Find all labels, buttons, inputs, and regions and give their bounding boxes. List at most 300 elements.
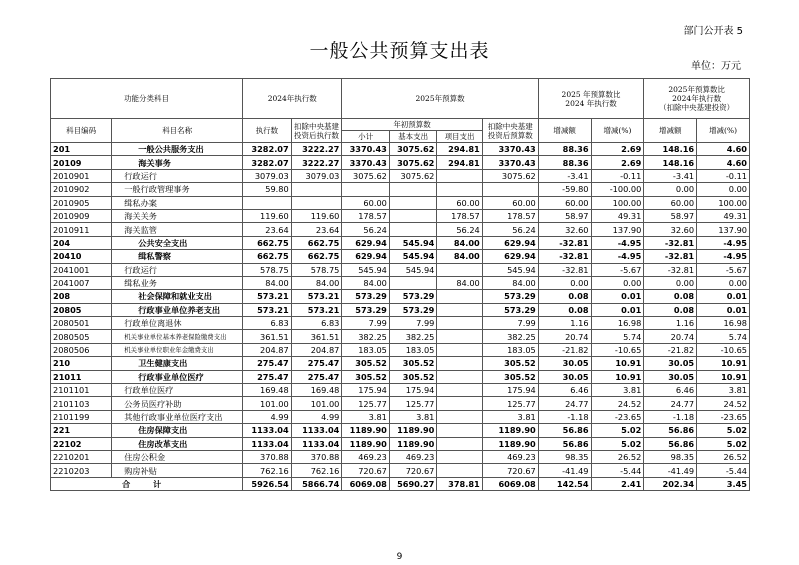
cell-project xyxy=(437,397,482,410)
cell-inc2: 56.86 xyxy=(644,424,697,437)
cell-pct: -4.95 xyxy=(591,236,644,249)
cell-pct: 100.00 xyxy=(591,196,644,209)
cell-pct: -0.11 xyxy=(591,169,644,182)
cell-inc: 88.36 xyxy=(538,156,591,169)
cell-inc: -32.81 xyxy=(538,250,591,263)
row-name: 公共安全支出 xyxy=(112,236,243,249)
cell-excl-exec: 275.47 xyxy=(291,357,342,370)
cell-subtotal: 305.52 xyxy=(342,370,390,383)
cell-basic: 545.94 xyxy=(389,263,437,276)
cell-project xyxy=(437,464,482,477)
table-row xyxy=(51,384,750,397)
cell-inc2: 0.08 xyxy=(644,303,697,316)
row-code: 2210201 xyxy=(51,450,112,463)
cell-basic: 545.94 xyxy=(389,250,437,263)
cell-basic xyxy=(389,209,437,222)
cell-project xyxy=(437,317,482,330)
cell-subtotal: 60.00 xyxy=(342,196,390,209)
cell-pct2: -4.95 xyxy=(697,250,750,263)
cell-exec xyxy=(243,196,292,209)
row-code: 2101199 xyxy=(51,410,112,423)
cell-pct2: 5.02 xyxy=(697,424,750,437)
cell-pct2: -0.11 xyxy=(697,169,750,182)
row-code: 2010902 xyxy=(51,183,112,196)
row-name: 行政单位医疗 xyxy=(112,384,243,397)
cell-exec: 4.99 xyxy=(243,410,292,423)
header-inc-pct-2: 增减(%) xyxy=(697,119,750,143)
cell-excl-exec: 762.16 xyxy=(291,464,342,477)
table-row xyxy=(51,370,750,383)
row-name: 海关监管 xyxy=(112,223,243,236)
cell-excl-budget: 382.25 xyxy=(482,330,538,343)
row-name: 一般行政管理事务 xyxy=(112,183,243,196)
cell-excl-budget: 469.23 xyxy=(482,450,538,463)
cell-basic xyxy=(389,196,437,209)
cell-subtotal: 178.57 xyxy=(342,209,390,222)
cell-basic: 382.25 xyxy=(389,330,437,343)
cell-excl-budget: 1189.90 xyxy=(482,424,538,437)
cell-subtotal: 125.77 xyxy=(342,397,390,410)
cell-inc: 1.16 xyxy=(538,317,591,330)
cell-exec: 6.83 xyxy=(243,317,292,330)
cell-inc: 98.35 xyxy=(538,450,591,463)
cell-project xyxy=(437,290,482,303)
table-row xyxy=(51,250,750,263)
row-name: 购房补贴 xyxy=(112,464,243,477)
total-pct2: 3.45 xyxy=(697,477,750,490)
row-code: 2101103 xyxy=(51,397,112,410)
cell-project xyxy=(437,370,482,383)
header-name: 科目名称 xyxy=(112,119,243,143)
cell-subtotal: 3.81 xyxy=(342,410,390,423)
cell-project: 84.00 xyxy=(437,236,482,249)
cell-excl-budget: 60.00 xyxy=(482,196,538,209)
cell-excl-budget: 175.94 xyxy=(482,384,538,397)
table-row xyxy=(51,410,750,423)
row-name: 卫生健康支出 xyxy=(112,357,243,370)
cell-project xyxy=(437,263,482,276)
cell-subtotal: 1189.90 xyxy=(342,437,390,450)
cell-exec: 275.47 xyxy=(243,370,292,383)
cell-excl-exec: 3222.27 xyxy=(291,156,342,169)
cell-pct2: 24.52 xyxy=(697,397,750,410)
row-name: 行政单位离退休 xyxy=(112,317,243,330)
row-code: 204 xyxy=(51,236,112,249)
cell-pct2: 26.52 xyxy=(697,450,750,463)
row-code: 201 xyxy=(51,143,112,156)
cell-pct: -10.65 xyxy=(591,343,644,356)
cell-project: 84.00 xyxy=(437,250,482,263)
row-name: 缉私办案 xyxy=(112,196,243,209)
cell-basic xyxy=(389,223,437,236)
cell-pct2: 3.81 xyxy=(697,384,750,397)
table-row xyxy=(51,397,750,410)
cell-pct2: 0.01 xyxy=(697,303,750,316)
cell-inc2: 0.00 xyxy=(644,183,697,196)
header-compare-excl: 2025年预算数比 2024年执行数 （扣除中央基建投资） xyxy=(644,79,750,119)
row-name: 住房保障支出 xyxy=(112,424,243,437)
cell-exec: 1133.04 xyxy=(243,424,292,437)
cell-subtotal: 3370.43 xyxy=(342,143,390,156)
cell-subtotal: 469.23 xyxy=(342,450,390,463)
header-excl-budget: 扣除中央基建投资后预算数 xyxy=(482,119,538,143)
cell-inc: 32.60 xyxy=(538,223,591,236)
cell-subtotal: 84.00 xyxy=(342,276,390,289)
row-name: 行政事业单位养老支出 xyxy=(112,303,243,316)
cell-basic: 305.52 xyxy=(389,357,437,370)
table-row xyxy=(51,209,750,222)
cell-project: 294.81 xyxy=(437,143,482,156)
total-exec: 5926.54 xyxy=(243,477,292,490)
cell-inc2: 56.86 xyxy=(644,437,697,450)
cell-excl-exec xyxy=(291,196,342,209)
cell-inc2: -32.81 xyxy=(644,236,697,249)
cell-pct2: -10.65 xyxy=(697,343,750,356)
cell-project xyxy=(437,424,482,437)
cell-subtotal: 573.29 xyxy=(342,290,390,303)
cell-excl-exec: 6.83 xyxy=(291,317,342,330)
cell-basic: 573.29 xyxy=(389,303,437,316)
cell-pct: 0.00 xyxy=(591,276,644,289)
total-subtotal: 6069.08 xyxy=(342,477,390,490)
cell-subtotal: 629.94 xyxy=(342,236,390,249)
table-row xyxy=(51,223,750,236)
cell-basic: 545.94 xyxy=(389,236,437,249)
cell-subtotal: 545.94 xyxy=(342,263,390,276)
row-code: 2010911 xyxy=(51,223,112,236)
row-code: 2010905 xyxy=(51,196,112,209)
cell-inc: -59.80 xyxy=(538,183,591,196)
row-name: 行政运行 xyxy=(112,169,243,182)
cell-inc: 60.00 xyxy=(538,196,591,209)
cell-excl-exec: 573.21 xyxy=(291,303,342,316)
cell-subtotal: 175.94 xyxy=(342,384,390,397)
cell-subtotal: 382.25 xyxy=(342,330,390,343)
cell-project: 56.24 xyxy=(437,223,482,236)
cell-exec: 573.21 xyxy=(243,290,292,303)
cell-inc2: 30.05 xyxy=(644,357,697,370)
cell-project xyxy=(437,384,482,397)
row-name: 一般公共服务支出 xyxy=(112,143,243,156)
cell-basic: 125.77 xyxy=(389,397,437,410)
cell-project: 178.57 xyxy=(437,209,482,222)
row-code: 2041007 xyxy=(51,276,112,289)
cell-inc2: 60.00 xyxy=(644,196,697,209)
total-project: 378.81 xyxy=(437,477,482,490)
cell-pct2: 10.91 xyxy=(697,370,750,383)
cell-excl-budget: 7.99 xyxy=(482,317,538,330)
header-code: 科目编码 xyxy=(51,119,112,143)
cell-project xyxy=(437,450,482,463)
cell-pct2: 4.60 xyxy=(697,156,750,169)
cell-inc2: 148.16 xyxy=(644,143,697,156)
row-name: 社会保障和就业支出 xyxy=(112,290,243,303)
cell-exec: 59.80 xyxy=(243,183,292,196)
row-code: 2080505 xyxy=(51,330,112,343)
table-row xyxy=(51,169,750,182)
row-code: 2080501 xyxy=(51,317,112,330)
row-name: 机关事业单位职业年金缴费支出 xyxy=(112,343,243,356)
cell-subtotal: 305.52 xyxy=(342,357,390,370)
cell-inc2: 30.05 xyxy=(644,370,697,383)
cell-inc: 58.97 xyxy=(538,209,591,222)
header-project: 项目支出 xyxy=(437,131,482,143)
total-basic: 5690.27 xyxy=(389,477,437,490)
cell-excl-budget: 125.77 xyxy=(482,397,538,410)
cell-exec: 370.88 xyxy=(243,450,292,463)
cell-excl-budget: 720.67 xyxy=(482,464,538,477)
cell-excl-exec: 275.47 xyxy=(291,370,342,383)
cell-subtotal: 720.67 xyxy=(342,464,390,477)
table-row xyxy=(51,303,750,316)
cell-project xyxy=(437,410,482,423)
cell-subtotal: 629.94 xyxy=(342,250,390,263)
cell-excl-budget: 629.94 xyxy=(482,236,538,249)
cell-excl-exec: 3079.03 xyxy=(291,169,342,182)
header-exec-2024: 2024年执行数 xyxy=(243,79,342,119)
cell-subtotal: 573.29 xyxy=(342,303,390,316)
cell-basic xyxy=(389,183,437,196)
cell-inc2: -32.81 xyxy=(644,263,697,276)
total-pct: 2.41 xyxy=(591,477,644,490)
cell-exec: 762.16 xyxy=(243,464,292,477)
cell-subtotal: 3075.62 xyxy=(342,169,390,182)
cell-pct: 2.69 xyxy=(591,143,644,156)
total-excl-budget: 6069.08 xyxy=(482,477,538,490)
cell-exec: 101.00 xyxy=(243,397,292,410)
cell-excl-exec: 23.64 xyxy=(291,223,342,236)
cell-excl-budget: 305.52 xyxy=(482,357,538,370)
cell-excl-exec: 1133.04 xyxy=(291,424,342,437)
row-name: 海关关务 xyxy=(112,209,243,222)
header-excl-exec: 扣除中央基建投资后执行数 xyxy=(291,119,342,143)
header-initial-budget: 年初预算数 xyxy=(342,119,482,131)
cell-pct: -100.00 xyxy=(591,183,644,196)
cell-pct: 10.91 xyxy=(591,370,644,383)
total-label: 合 计 xyxy=(51,477,243,490)
table-row xyxy=(51,343,750,356)
table-row xyxy=(51,236,750,249)
cell-inc: -1.18 xyxy=(538,410,591,423)
cell-basic: 175.94 xyxy=(389,384,437,397)
cell-project xyxy=(437,330,482,343)
row-code: 21011 xyxy=(51,370,112,383)
row-name: 住房公积金 xyxy=(112,450,243,463)
row-name: 缉私业务 xyxy=(112,276,243,289)
cell-inc2: -32.81 xyxy=(644,250,697,263)
cell-pct: -5.44 xyxy=(591,464,644,477)
row-name: 海关事务 xyxy=(112,156,243,169)
header-inc-pct: 增减(%) xyxy=(591,119,644,143)
table-row xyxy=(51,143,750,156)
cell-pct2: -23.65 xyxy=(697,410,750,423)
cell-subtotal: 7.99 xyxy=(342,317,390,330)
cell-basic: 720.67 xyxy=(389,464,437,477)
table-row xyxy=(51,424,750,437)
cell-inc: -21.82 xyxy=(538,343,591,356)
cell-basic: 183.05 xyxy=(389,343,437,356)
cell-excl-exec: 84.00 xyxy=(291,276,342,289)
cell-inc2: 148.16 xyxy=(644,156,697,169)
cell-inc: -32.81 xyxy=(538,236,591,249)
cell-pct2: 4.60 xyxy=(697,143,750,156)
cell-inc2: 58.97 xyxy=(644,209,697,222)
cell-excl-exec: 578.75 xyxy=(291,263,342,276)
cell-excl-exec: 361.51 xyxy=(291,330,342,343)
table-row xyxy=(51,196,750,209)
cell-exec: 169.48 xyxy=(243,384,292,397)
cell-excl-budget: 178.57 xyxy=(482,209,538,222)
cell-basic xyxy=(389,276,437,289)
row-code: 22102 xyxy=(51,437,112,450)
cell-excl-budget: 305.52 xyxy=(482,370,538,383)
cell-excl-budget: 3370.43 xyxy=(482,143,538,156)
cell-basic: 1189.90 xyxy=(389,437,437,450)
table-row xyxy=(51,330,750,343)
budget-table xyxy=(50,78,750,491)
cell-exec: 3282.07 xyxy=(243,156,292,169)
cell-exec: 1133.04 xyxy=(243,437,292,450)
table-row xyxy=(51,357,750,370)
total-excl-exec: 5866.74 xyxy=(291,477,342,490)
cell-subtotal: 56.24 xyxy=(342,223,390,236)
header-compare: 2025 年预算数比 2024 年执行数 xyxy=(538,79,644,119)
cell-project xyxy=(437,343,482,356)
cell-excl-exec: 1133.04 xyxy=(291,437,342,450)
cell-excl-budget: 56.24 xyxy=(482,223,538,236)
row-name: 机关事业单位基本养老保险缴费支出 xyxy=(112,330,243,343)
cell-pct2: 0.00 xyxy=(697,183,750,196)
cell-exec: 3079.03 xyxy=(243,169,292,182)
cell-pct: 0.01 xyxy=(591,303,644,316)
total-row xyxy=(51,477,750,490)
cell-pct2: 100.00 xyxy=(697,196,750,209)
cell-inc: 24.77 xyxy=(538,397,591,410)
row-code: 2080506 xyxy=(51,343,112,356)
cell-pct: 5.02 xyxy=(591,437,644,450)
table-row xyxy=(51,450,750,463)
row-code: 2210203 xyxy=(51,464,112,477)
cell-inc2: 98.35 xyxy=(644,450,697,463)
table-row xyxy=(51,183,750,196)
cell-excl-exec: 370.88 xyxy=(291,450,342,463)
cell-exec: 3282.07 xyxy=(243,143,292,156)
header-exec: 执行数 xyxy=(243,119,292,143)
cell-project xyxy=(437,357,482,370)
cell-exec: 578.75 xyxy=(243,263,292,276)
cell-pct2: 137.90 xyxy=(697,223,750,236)
cell-exec: 204.87 xyxy=(243,343,292,356)
row-name: 住房改革支出 xyxy=(112,437,243,450)
cell-inc2: 6.46 xyxy=(644,384,697,397)
cell-inc: 30.05 xyxy=(538,370,591,383)
unit-label: 单位：万元 xyxy=(691,61,741,72)
cell-pct: -4.95 xyxy=(591,250,644,263)
cell-pct2: 49.31 xyxy=(697,209,750,222)
cell-inc2: -21.82 xyxy=(644,343,697,356)
cell-exec: 361.51 xyxy=(243,330,292,343)
cell-inc: 0.00 xyxy=(538,276,591,289)
cell-excl-exec: 204.87 xyxy=(291,343,342,356)
cell-excl-budget: 629.94 xyxy=(482,250,538,263)
cell-pct: 0.01 xyxy=(591,290,644,303)
cell-exec: 275.47 xyxy=(243,357,292,370)
cell-pct2: 0.01 xyxy=(697,290,750,303)
cell-project xyxy=(437,169,482,182)
cell-excl-exec: 119.60 xyxy=(291,209,342,222)
cell-exec: 84.00 xyxy=(243,276,292,289)
cell-inc: 56.86 xyxy=(538,424,591,437)
cell-excl-exec: 662.75 xyxy=(291,236,342,249)
cell-inc: 0.08 xyxy=(538,303,591,316)
row-name: 其他行政事业单位医疗支出 xyxy=(112,410,243,423)
header-budget-2025: 2025年预算数 xyxy=(342,79,538,119)
cell-excl-budget: 3075.62 xyxy=(482,169,538,182)
row-code: 221 xyxy=(51,424,112,437)
row-code: 20410 xyxy=(51,250,112,263)
page-title: 一般公共预算支出表 xyxy=(309,40,490,62)
cell-pct: 24.52 xyxy=(591,397,644,410)
cell-basic: 3075.62 xyxy=(389,169,437,182)
cell-inc2: -41.49 xyxy=(644,464,697,477)
cell-pct2: -5.44 xyxy=(697,464,750,477)
cell-pct: -5.67 xyxy=(591,263,644,276)
cell-pct: 16.98 xyxy=(591,317,644,330)
cell-pct2: -4.95 xyxy=(697,236,750,249)
cell-subtotal: 3370.43 xyxy=(342,156,390,169)
cell-inc2: 24.77 xyxy=(644,397,697,410)
cell-inc: -41.49 xyxy=(538,464,591,477)
cell-pct: 137.90 xyxy=(591,223,644,236)
cell-basic: 3.81 xyxy=(389,410,437,423)
total-inc: 142.54 xyxy=(538,477,591,490)
cell-pct: 5.74 xyxy=(591,330,644,343)
cell-project: 60.00 xyxy=(437,196,482,209)
cell-exec: 662.75 xyxy=(243,250,292,263)
cell-pct: 5.02 xyxy=(591,424,644,437)
cell-excl-exec: 573.21 xyxy=(291,290,342,303)
cell-project xyxy=(437,183,482,196)
cell-excl-exec: 169.48 xyxy=(291,384,342,397)
row-code: 20109 xyxy=(51,156,112,169)
row-code: 2101101 xyxy=(51,384,112,397)
cell-excl-exec: 662.75 xyxy=(291,250,342,263)
cell-excl-budget: 3370.43 xyxy=(482,156,538,169)
total-inc2: 202.34 xyxy=(644,477,697,490)
cell-inc: 56.86 xyxy=(538,437,591,450)
header-subtotal: 小计 xyxy=(342,131,390,143)
cell-pct2: 10.91 xyxy=(697,357,750,370)
cell-excl-exec: 4.99 xyxy=(291,410,342,423)
cell-excl-budget: 573.29 xyxy=(482,290,538,303)
cell-subtotal xyxy=(342,183,390,196)
cell-inc2: 1.16 xyxy=(644,317,697,330)
cell-basic: 1189.90 xyxy=(389,424,437,437)
cell-pct2: 16.98 xyxy=(697,317,750,330)
row-code: 210 xyxy=(51,357,112,370)
cell-exec: 662.75 xyxy=(243,236,292,249)
row-code: 2010909 xyxy=(51,209,112,222)
header-inc-amount: 增减额 xyxy=(538,119,591,143)
row-code: 2041001 xyxy=(51,263,112,276)
table-row xyxy=(51,437,750,450)
cell-basic: 469.23 xyxy=(389,450,437,463)
cell-pct2: -5.67 xyxy=(697,263,750,276)
cell-pct: 49.31 xyxy=(591,209,644,222)
cell-inc2: -1.18 xyxy=(644,410,697,423)
cell-subtotal: 183.05 xyxy=(342,343,390,356)
cell-inc: 88.36 xyxy=(538,143,591,156)
